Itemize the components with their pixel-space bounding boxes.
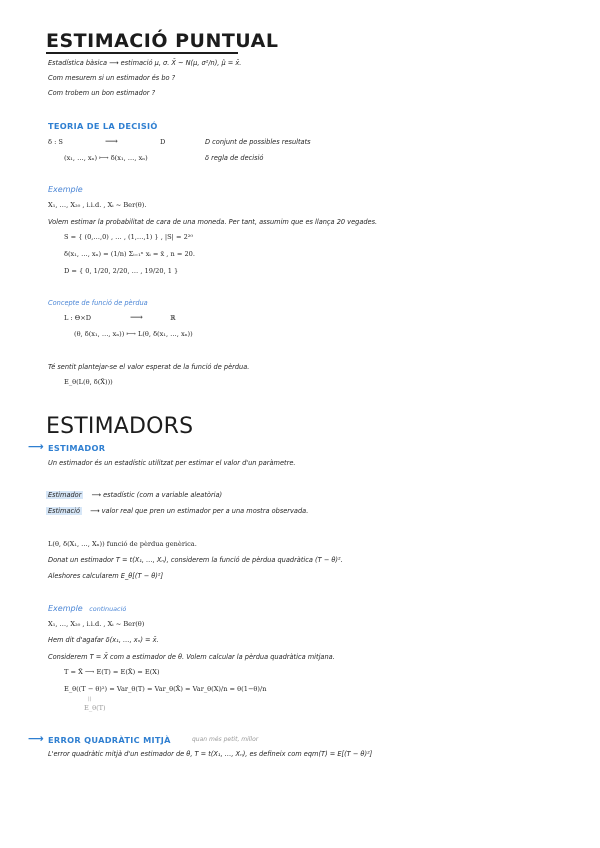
example2-heading-note: continuació xyxy=(89,605,127,613)
decision-row1-right: D xyxy=(160,138,166,146)
decision-row2-note: δ regla de decisió xyxy=(205,154,264,162)
arrow-right-icon-2: ⟶ xyxy=(28,732,44,745)
example1-line-2: Volem estimar la probabilitat de cara de una moneda. Per tant, assumim que es llança 20 vegades. xyxy=(48,218,378,226)
equals-vertical-mark: || xyxy=(88,696,92,702)
decision-row1-note: D conjunt de possibles resultats xyxy=(205,138,311,146)
page-title: ESTIMACIÓ PUNTUAL xyxy=(46,30,279,52)
decision-row2-left: (x₁, …, xₙ) ⟼ δ(x₁, …, xₙ) xyxy=(64,154,148,162)
arrow-right-icon: ⟶ xyxy=(28,440,44,453)
estimador-line-1: L(θ, δ(X₁, …, Xₙ)) funció de pèrdua genèrica. xyxy=(48,540,197,548)
example1-heading: Exemple xyxy=(48,185,83,194)
example1-line-4: δ(x₁, …, xₙ) = (1/n) Σᵢ₌₁ⁿ xᵢ = x̄ , n = 20. xyxy=(64,250,195,258)
ecm-note: quan més petit, millor xyxy=(192,736,259,743)
example2-line-3: Considerem T = X̄ com a estimador de θ. Volem calcular la pèrdua quadràtica mitjana. xyxy=(48,653,335,661)
term-estimador: Estimador xyxy=(48,491,82,499)
intro-line-1: Estadística bàsica ⟶ estimació μ, σ. X̄ ~ N(μ, σ²/n), μ̂ = x̄. xyxy=(48,59,242,67)
term-estimacio: Estimació xyxy=(48,507,80,515)
estimacio-term-row xyxy=(46,508,308,516)
estimador-definition: Un estimador és un estadístic utilitzat per estimar el valor d'un paràmetre. xyxy=(48,459,296,467)
estimador-term-row xyxy=(46,492,222,500)
example2-line-5: E_θ((T − θ)²) = Var_θ(T) = Var_θ(X̄) = Var_θ(X)/n = θ(1−θ)/n xyxy=(64,685,267,693)
estimador-line-3: Aleshores calcularem E_θ[(T − θ)²] xyxy=(48,572,164,580)
decision-row1-arrow: ⟶ xyxy=(105,137,118,147)
loss-line-4: E_θ(L(θ, δ(X̄))) xyxy=(64,378,113,386)
example2-heading: Exemple xyxy=(48,604,83,613)
example2-heading-row xyxy=(48,604,126,613)
example2-line-4: T = X̄ ⟶ E(T) = E(X̄) = E(X) xyxy=(64,668,160,676)
example1-line-5: D = { 0, 1/20, 2/20, … , 19/20, 1 } xyxy=(64,267,179,275)
term-estimador-desc: ⟶ estadístic (com a variable aleatòria) xyxy=(91,491,223,499)
example2-line-1: X₁, …, X₂₀ , i.i.d. , Xᵢ ~ Ber(θ) xyxy=(48,620,145,628)
loss-line-1-left: L : Θ×D xyxy=(64,314,92,322)
estimador-line-2: Donat un estimador T = t(X₁, …, Xₙ), considerem la funció de pèrdua quadràtica (T − θ)². xyxy=(48,556,343,564)
estimador-heading: ESTIMADOR xyxy=(48,443,106,453)
example2-line-2: Hem dit d'agafar δ(x₁, …, xₙ) = x̄. xyxy=(48,636,159,644)
loss-line-1-right: ℝ xyxy=(170,314,176,322)
loss-line-1-arrow: ⟶ xyxy=(130,313,143,323)
decision-heading: TEORIA DE LA DECISIÓ xyxy=(48,121,158,131)
loss-line-3: Té sentit plantejar-se el valor esperat de la funció de pèrdua. xyxy=(48,363,250,371)
example2-line-6: E_θ(T) xyxy=(84,704,106,712)
example1-line-3: S = { (0,…,0) , … , (1,…,1) } , |S| = 2²⁰ xyxy=(64,233,194,241)
intro-line-3: Com trobem un bon estimador ? xyxy=(48,89,156,97)
ecm-definition: L'error quadràtic mitjà d'un estimador de θ, T = t(X₁, …, Xₙ), es defineix com eqm(T) = E[(T − θ)²] xyxy=(48,750,373,758)
loss-line-2: (θ, δ(x₁, …, xₙ)) ⟼ L(θ, δ(x₁, …, xₙ)) xyxy=(74,330,193,338)
term-estimacio-desc: ⟶ valor real que pren un estimador per a una mostra observada. xyxy=(90,507,309,515)
ecm-heading: ERROR QUADRÀTIC MITJÀ xyxy=(48,735,171,745)
decision-row1-left: δ : S xyxy=(48,138,63,146)
intro-line-2: Com mesurem si un estimador és bo ? xyxy=(48,74,176,82)
loss-heading: Concepte de funció de pèrdua xyxy=(48,299,148,307)
title-underline xyxy=(46,52,238,54)
example1-line-1: X₁, …, X₂₀ , i.i.d. , Xᵢ ~ Ber(θ). xyxy=(48,201,147,209)
section-title-estimadors: ESTIMADORS xyxy=(46,414,194,439)
